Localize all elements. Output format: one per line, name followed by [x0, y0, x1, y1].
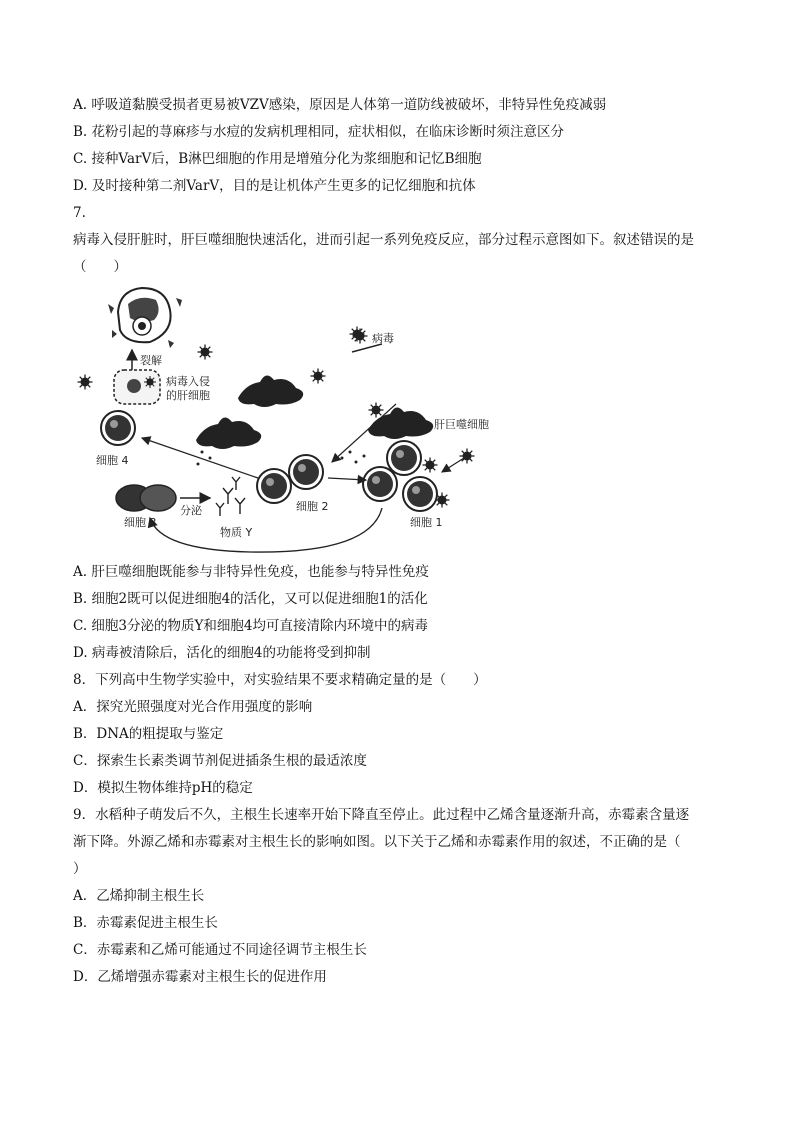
- q6-option-d: D. 及时接种第二剂VarV，目的是让机体产生更多的记忆细胞和抗体: [73, 178, 476, 194]
- infected-liver-cell: [114, 370, 160, 404]
- virus-icon: [311, 369, 326, 384]
- q9-option-b: B．赤霉素促进主根生长: [73, 915, 218, 931]
- q7-option-a: A. 肝巨噬细胞既能参与非特异性免疫，也能参与特异性免疫: [73, 564, 429, 580]
- q9-stem-line3: ）: [73, 861, 87, 877]
- q9-option-a: A．乙烯抑制主根生长: [73, 888, 205, 904]
- cell-1: [387, 441, 421, 475]
- cell-3: [116, 485, 176, 511]
- q7-stem-line1: 病毒入侵肝脏时，肝巨噬细胞快速活化，进而引起一系列免疫反应，部分过程示意图如下。叙述错误的是: [73, 232, 694, 248]
- virus-icon: [423, 458, 438, 473]
- virus-icon: [78, 375, 93, 390]
- label-cell3: 细胞 3: [124, 516, 157, 529]
- virus-icon: [369, 403, 384, 418]
- q9-option-c: C．赤霉素和乙烯可能通过不同途径调节主根生长: [73, 942, 367, 958]
- cell-1: [363, 467, 397, 501]
- macrophage-cell: [238, 375, 303, 407]
- label-macrophage: 肝巨噬细胞: [434, 418, 489, 431]
- label-infected-line1: 病毒入侵: [166, 375, 210, 388]
- immune-process-diagram: [70, 282, 510, 560]
- cell-2: [257, 469, 291, 503]
- lysed-liver-cell: [108, 288, 182, 348]
- q9-option-d: D．乙烯增强赤霉素对主根生长的促进作用: [73, 969, 327, 985]
- cell-4: [101, 411, 135, 445]
- q6-option-c: C. 接种VarV后，B淋巴细胞的作用是增殖分化为浆细胞和记忆B细胞: [73, 151, 482, 167]
- q6-option-b: B. 花粉引起的荨麻疹与水痘的发病机理相同，症状相似，在临床诊断时须注意区分: [73, 124, 565, 140]
- cell-1: [403, 477, 437, 511]
- label-cell4: 细胞 4: [96, 454, 129, 467]
- macrophage-cell: [196, 417, 261, 449]
- q7-option-b: B. 细胞2既可以促进细胞4的活化，又可以促进细胞1的活化: [73, 591, 428, 607]
- q8-option-c: C．探索生长素类调节剂促进插条生根的最适浓度: [73, 753, 367, 769]
- label-lysis: 裂解: [140, 354, 162, 367]
- label-infected-line2: 的肝细胞: [166, 389, 210, 402]
- q6-option-a: A. 呼吸道黏膜受损者更易被VZV感染，原因是人体第一道防线被破坏，非特异性免疫减弱: [73, 97, 607, 113]
- q8-option-b: B．DNA的粗提取与鉴定: [73, 726, 224, 742]
- label-cell2: 细胞 2: [296, 500, 329, 513]
- q9-stem-line2: 渐下降。外源乙烯和赤霉素对主根生长的影响如图。以下关于乙烯和赤霉素作用的叙述，不正确的是（: [73, 834, 681, 850]
- q7-option-d: D. 病毒被清除后，活化的细胞4的功能将受到抑制: [73, 645, 371, 661]
- legend-virus-icon: [353, 329, 368, 344]
- signal-dots: [197, 451, 366, 466]
- label-secrete: 分泌: [180, 504, 202, 517]
- q7-option-c: C. 细胞3分泌的物质Y和细胞4均可直接清除内环境中的病毒: [73, 618, 429, 634]
- cell-2: [289, 455, 323, 489]
- virus-icon: [198, 345, 213, 360]
- q7-stem-line2: （ ）: [73, 259, 127, 275]
- antibody-icon: [216, 477, 245, 516]
- q8-option-d: D．模拟生物体维持pH的稳定: [73, 780, 253, 796]
- label-cell1: 细胞 1: [410, 516, 443, 529]
- label-virus: 病毒: [372, 332, 394, 345]
- q9-stem-line1: 9．水稻种子萌发后不久，主根生长速率开始下降直至停止。此过程中乙烯含量逐渐升高，赤霉素含量逐: [73, 807, 690, 823]
- q7-number: 7.: [73, 205, 86, 221]
- virus-icon: [460, 449, 475, 464]
- q8-option-a: A．探究光照强度对光合作用强度的影响: [73, 699, 313, 715]
- label-substance-y: 物质 Y: [220, 526, 253, 539]
- q8-stem: 8．下列高中生物学实验中，对实验结果不要求精确定量的是（ ）: [73, 672, 487, 688]
